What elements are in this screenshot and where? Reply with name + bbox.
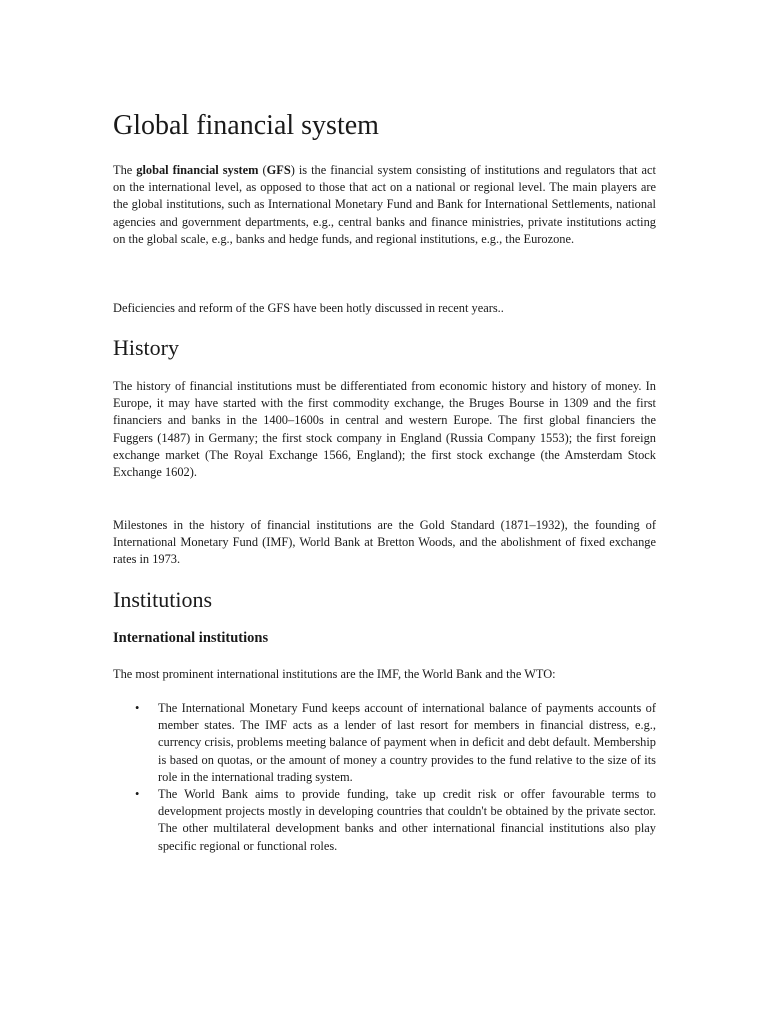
history-paragraph-2: Milestones in the history of financial institutions are the Gold Standard (1871–1932), the founding of International Monetary Fund (IMF), World Bank at Bretton Woods, and the abolishment of fixed exchange rates in 1973.: [113, 518, 656, 567]
international-institutions-subheading: International institutions: [113, 630, 269, 646]
page-title: Global financial system: [113, 110, 379, 141]
history-paragraph-1: The history of financial institutions must be differentiated from economic history and history of money. In Europe, it may have started with the first commodity exchange, the Bruges Bourse in 1309 and the first financiers and banks in the 1400–1600s in central and western Europe. The first global financiers the Fuggers (1487) in Germany; the first stock company in England (Russia Company 1553); the first foreign exchange market (The Royal Exchange 1566, England); the first stock exchange (the Amsterdam Stock Exchange 1602).: [113, 379, 656, 480]
institutions-lead: The most prominent international institutions are the IMF, the World Bank and the WTO:: [113, 667, 556, 681]
institutions-list: [113, 700, 656, 855]
institutions-heading: Institutions: [113, 587, 213, 612]
bullet-icon: •: [135, 787, 140, 802]
abbr-bold: GFS: [266, 163, 291, 177]
deficiencies-paragraph: Deficiencies and reform of the GFS have been hotly discussed in recent years..: [113, 301, 504, 315]
list-item: • The International Monetary Fund keeps account of international balance of payments accounts of member states. The IMF acts as a lender of last resort for members in financial distress, e.g., currency crisis, problems meeting balance of payment when in deficit and debt default. Membership is based on quotas, or the amount of money a country provides to the fund relative to the size of its role in the international trading system.: [135, 701, 656, 784]
intro-paragraph: The global financial system (GFS) is the financial system consisting of institutions and regulators that act on the international level, as opposed to those that act on a national or regional level. The main players are the global institutions, such as International Monetary Fund and Bank for International Settlements, national agencies and government departments, e.g., central banks and finance ministries, private institutions acting on the global scale, e.g., banks and hedge funds, and regional institutions, e.g., the Eurozone.: [113, 163, 656, 246]
term-bold: global financial system: [136, 163, 259, 177]
bullet-icon: •: [135, 701, 140, 715]
list-item: • The World Bank aims to provide funding, take up credit risk or offer favourable terms to development projects mostly in developing countries that couldn't be obtained by the private sector. The other multilateral development banks and other international financial institutions also play specific regional or functional roles.: [135, 787, 656, 853]
history-heading: History: [113, 335, 179, 360]
